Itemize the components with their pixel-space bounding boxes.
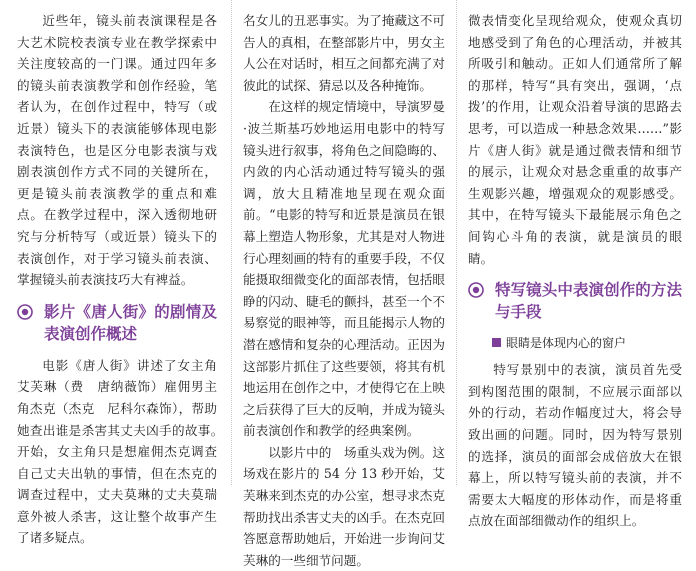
- paragraph: 微表情变化呈现给观众，使观众真切地感受到了角色的心理活动，并被其所吸引和触动。正如人们通常所了解的那样，特写“具有突出，强调，‘点拨’的作用，让观众沿着导演的思路去思考，可以造成一种悬念效果……”影片《唐人街》就是通过微表情和细节的展示，让观众对悬念重重的故事产生观影兴趣，增强观众的观影感受。其中，在特写镜头下最能展示角色之间钩心斗角的表演，就是演员的眼睛。: [468, 13, 682, 266]
- subsection-heading-text: 眼睛是体现内心的窗户: [506, 336, 627, 351]
- section-heading: [17, 301, 217, 345]
- section-heading-text: 影片《唐人街》的剧情及表演创作概述: [44, 302, 217, 343]
- column-1: [17, 10, 230, 546]
- circle-bullet-icon: [468, 282, 484, 298]
- paragraph: 近些年，镜头前表演课程是各大艺术院校表演专业在教学探索中关注度较高的一门课。通过四年多的镜头前表演教学和创作经验，笔者认为，在创作过程中，特写（或近景）镜头下的表演能够体现电影表演特色，也是区分电影表演与戏剧表演创作方式不同的关键所在，更是镜头前表演教学的重点和难点。在教学过程中，深入透彻地研究与分析特写（或近景）镜头下的表演创作，对于学习镜头前表演、掌握镜头前表演技巧大有裨益。: [17, 13, 217, 288]
- paragraph: 名女儿的丑恶事实。为了掩藏这不可告人的真相，在整部影片中，男女主人公在对话时，相互之间都充满了对彼此的试探、猜忌以及各种掩饰。: [243, 13, 445, 93]
- paragraph: 电影《唐人街》讲述了女主角艾芙琳（费 唐纳薇饰）雇佣男主角杰克（杰克 尼科尔森饰），帮助她查出谁是杀害其丈夫凶手的故事。 开始，女主角只是想雇佣杰克调查自己丈夫出轨的事情，但在杰克的调查过程中，丈夫莫琳的丈夫莫瑞意外被人杀害，这让整个故事产生了诸多疑点。: [17, 357, 230, 546]
- column-3: [468, 10, 682, 529]
- paragraph: 在这样的规定情境中，导演罗曼·波兰斯基巧妙地运用电影中的特写镜头进行叙事，将角色之间隐晦的、内敛的内心活动通过特写镜头的强调，放大且精准地呈现在观众面前。“电影的特写和近景是演员在银幕上塑造人物形象，尤其是对人物进行心理刻画的特有的重要手段，不仅能摄取细微变化的面部表情，包括眼睁的闪动、睫毛的颤抖，甚至一个不易察觉的眼神等，而且能揭示人物的潜在感情和复杂的心理活动。正因为这部影片抓住了这些要领，将其有机地运用在创作之中，才使得它在上映之后获得了巨大的反响，并成为镜头前表演创作和教学的经典案例。: [243, 99, 445, 439]
- column-divider: [231, 0, 232, 485]
- paragraph: 特写景别中的表演，演员首先受到构图范围的限制，不应展示面部以外的行动，若动作幅度过大，将会导致出画的问题。同时，因为特写景别的选择，演员的面部会成倍放大在银幕上，所以特写镜头前的表演，并不需要太大幅度的形体动作，而是将重点放在面部细微动作的组织上。: [468, 362, 682, 529]
- section-heading-text: 特写镜头中表演创作的方法与手段: [495, 281, 682, 322]
- paragraph: 以影片中的 场重头戏为例。这场戏在影片的 54 分 13 秒开始，艾芙琳来到杰克的办公室，想寻求杰克帮助找出杀害丈夫的凶手。在杰克回答愿意帮助她后，开始进一步询问艾芙琳的一些细节问题。: [243, 444, 445, 568]
- subsection-heading: [468, 333, 682, 353]
- circle-bullet-icon: [17, 304, 33, 320]
- column-2: [243, 10, 445, 568]
- square-bullet-icon: [492, 338, 501, 347]
- column-divider: [456, 0, 457, 485]
- section-heading: [468, 279, 682, 323]
